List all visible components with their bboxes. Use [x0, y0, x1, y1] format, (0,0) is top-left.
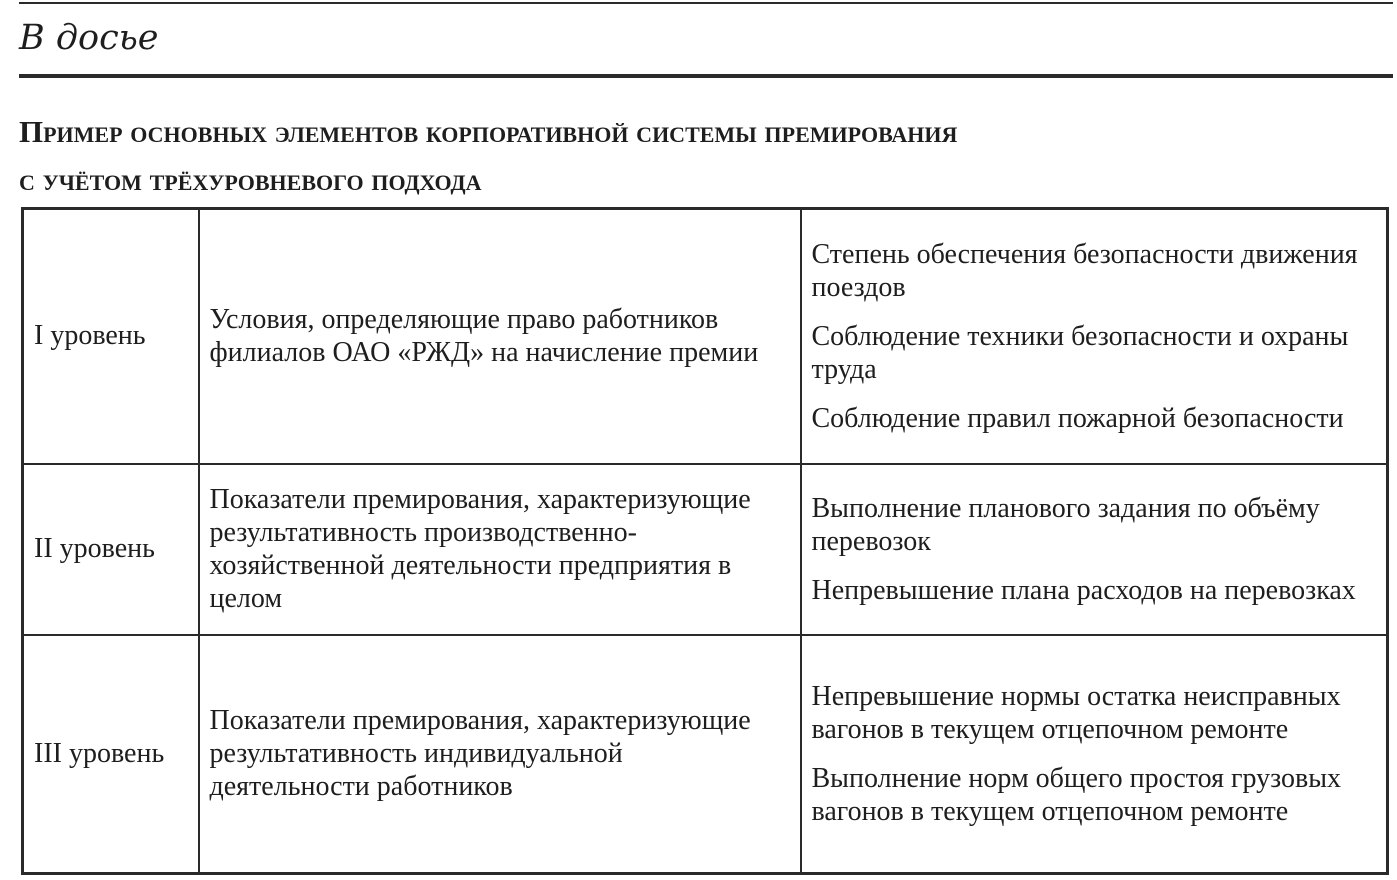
description-cell: Условия, определяющие право работников филиалов ОАО «РЖД» на начисление премии [199, 209, 801, 464]
table-row [23, 635, 1388, 874]
criteria-cell [801, 464, 1388, 635]
level-cell: I уровень [23, 209, 199, 464]
description-cell: Показатели премирования, характеризующие результативность производственно-хозяйственной деятельности предприятия в целом [199, 464, 801, 635]
criterion-item: Соблюдение правил пожарной безопасности [811, 402, 1344, 434]
level-cell: III уровень [23, 635, 199, 874]
criterion-item: Соблюдение техники безопасности и охраны труда [811, 320, 1349, 385]
level-cell: II уровень [23, 464, 199, 635]
table-row [23, 209, 1388, 464]
title-line-2: с учётом трёхуровневого подхода [19, 162, 482, 197]
description-cell: Показатели премирования, характеризующие результативность индивидуальной деятельности работников [199, 635, 801, 874]
table-row [23, 464, 1388, 635]
document-title [19, 108, 1379, 204]
criterion-item: Выполнение норм общего простоя грузовых вагонов в текущем отцепочном ремонте [811, 762, 1342, 827]
section-rule [19, 74, 1393, 78]
criterion-item: Непревышение нормы остатка неисправных вагонов в текущем отцепочном ремонте [811, 680, 1341, 745]
criterion-item: Выполнение планового задания по объёму перевозок [811, 492, 1320, 557]
criterion-item: Непревышение плана расходов на перевозках [811, 574, 1356, 606]
top-rule [19, 2, 1393, 4]
criteria-cell [801, 635, 1388, 874]
section-label: В досье [19, 18, 159, 58]
criterion-item: Степень обеспечения безопасности движения поездов [811, 238, 1358, 303]
title-line-1: Пример основных элементов корпоративной системы премирования [19, 114, 958, 149]
criteria-cell [801, 209, 1388, 464]
bonus-system-table [21, 207, 1389, 875]
